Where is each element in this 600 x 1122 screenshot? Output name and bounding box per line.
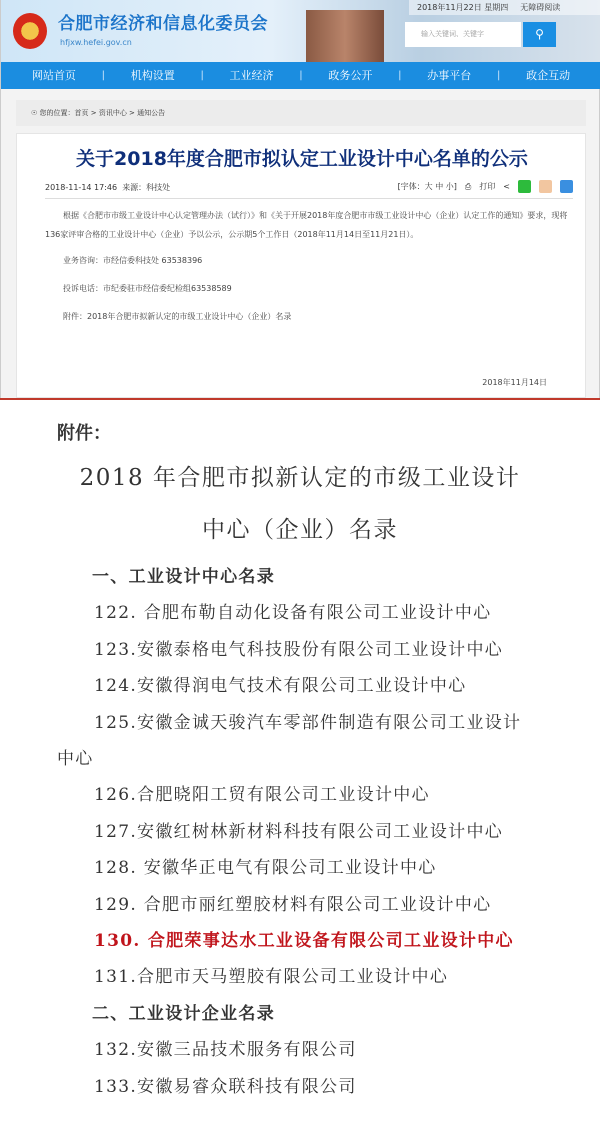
nav-divider: |: [299, 69, 303, 81]
breadcrumb-text[interactable]: 您的位置：首页 > 资讯中心 > 通知公告: [39, 109, 166, 117]
nav-industry[interactable]: 工业经济: [229, 68, 274, 82]
search-button[interactable]: [523, 22, 556, 47]
list-item: 133.安徽易睿众联科技有限公司: [94, 1076, 357, 1097]
nav-divider: |: [496, 69, 501, 81]
nav-organization[interactable]: 机构设置: [130, 68, 175, 82]
wechat-icon[interactable]: [518, 180, 531, 193]
font-size-control[interactable]: [字体：大 中 小]: [397, 181, 457, 191]
search-input[interactable]: 输入关键词、关键字: [405, 22, 521, 47]
paragraph: 投诉电话：市纪委驻市经信委纪检组63538589: [63, 284, 232, 293]
accessibility-link[interactable]: 无障碍阅读: [520, 3, 561, 12]
paragraph: 业务咨询：市经信委科技处 63538396: [63, 256, 203, 265]
list-item: 126.合肥晓阳工贸有限公司工业设计中心: [94, 785, 430, 806]
nav-interaction[interactable]: 政企互动: [526, 68, 571, 82]
nav-divider: |: [101, 69, 105, 81]
article-meta: [45, 182, 573, 199]
print-button[interactable]: 打印: [479, 181, 496, 191]
nav-services[interactable]: 办事平台: [427, 68, 472, 82]
nav-divider: |: [200, 69, 204, 81]
nav-divider: |: [398, 69, 402, 81]
list-item: 124.安徽得润电气技术有限公司工业设计中心: [94, 676, 467, 697]
list-item: 132.安徽三品技术服务有限公司: [94, 1040, 357, 1061]
paragraph: 附件：2018年合肥市拟新认定的市级工业设计中心（企业）名录: [63, 312, 292, 321]
paragraph: 根据《合肥市市级工业设计中心认定管理办法（试行）》和《关于开展2018年度合肥市市级工业设计中心（企业）认定工作的通知》要求，现将136家评审合格的工业设计中心（企业）予以公示，公示期5个工作日（2018年11月14日至11月21日）。: [45, 211, 568, 239]
article-title: 关于2018年度合肥市拟认定工业设计中心名单的公示: [76, 148, 528, 170]
site-url: hfjxw.hefei.gov.cn: [60, 38, 132, 47]
sign-date: 2018年11月14日: [482, 378, 547, 387]
article-body: [45, 206, 570, 327]
document-title-line2: 中心（企业）名录: [202, 517, 398, 543]
nav-home[interactable]: 网站首页: [31, 68, 76, 82]
print-icon[interactable]: ⎙: [464, 181, 472, 191]
location-pin-icon: ☉: [31, 109, 40, 117]
section-heading: 二、工业设计企业名录: [92, 1003, 275, 1024]
divider: [0, 398, 600, 400]
building-banner-image: [306, 10, 384, 62]
section-heading: 一、工业设计中心名录: [92, 567, 275, 587]
breadcrumb: [16, 100, 586, 126]
date-bar: [409, 0, 600, 15]
weibo-icon[interactable]: [539, 180, 552, 193]
attachment-label: 附件：: [57, 423, 111, 444]
list-item: 129. 合肥市丽红塑胶材料有限公司工业设计中心: [94, 894, 492, 915]
list-item: 127.安徽红树林新材料科技有限公司工业设计中心: [94, 821, 504, 842]
current-date: 2018年11月22日 星期四: [417, 3, 509, 12]
search-icon: ⚲: [535, 27, 544, 41]
list-item: 128. 安徽华正电气有限公司工业设计中心: [94, 858, 437, 879]
document-title-line1: 2018 年合肥市拟新认定的市级工业设计: [79, 465, 521, 491]
list-item: 123.安徽泰格电气科技股份有限公司工业设计中心: [94, 639, 504, 660]
national-emblem-logo: [13, 13, 47, 49]
list-item: 125.安徽金诚天骏汽车零部件制造有限公司工业设计: [94, 712, 522, 733]
qq-icon[interactable]: [560, 180, 573, 193]
list-item: 122. 合肥布勒自动化设备有限公司工业设计中心: [94, 603, 492, 624]
article-card: [16, 133, 586, 398]
nav-gov-affairs[interactable]: 政务公开: [328, 68, 373, 82]
list-item: 130. 合肥荣事达水工业设备有限公司工业设计中心: [94, 931, 514, 951]
site-header: [1, 0, 600, 62]
share-icon[interactable]: <: [503, 181, 510, 191]
site-name[interactable]: 合肥市经济和信息化委员会: [58, 14, 268, 34]
list-item: 131.合肥市天马塑胶有限公司工业设计中心: [94, 967, 449, 988]
article-datetime: 2018-11-14 17:46: [45, 183, 118, 192]
webpage-screenshot: [0, 0, 600, 400]
list-item: 中心: [57, 749, 94, 769]
main-nav: [1, 62, 600, 89]
article-source: 来源：科技处: [122, 183, 171, 192]
